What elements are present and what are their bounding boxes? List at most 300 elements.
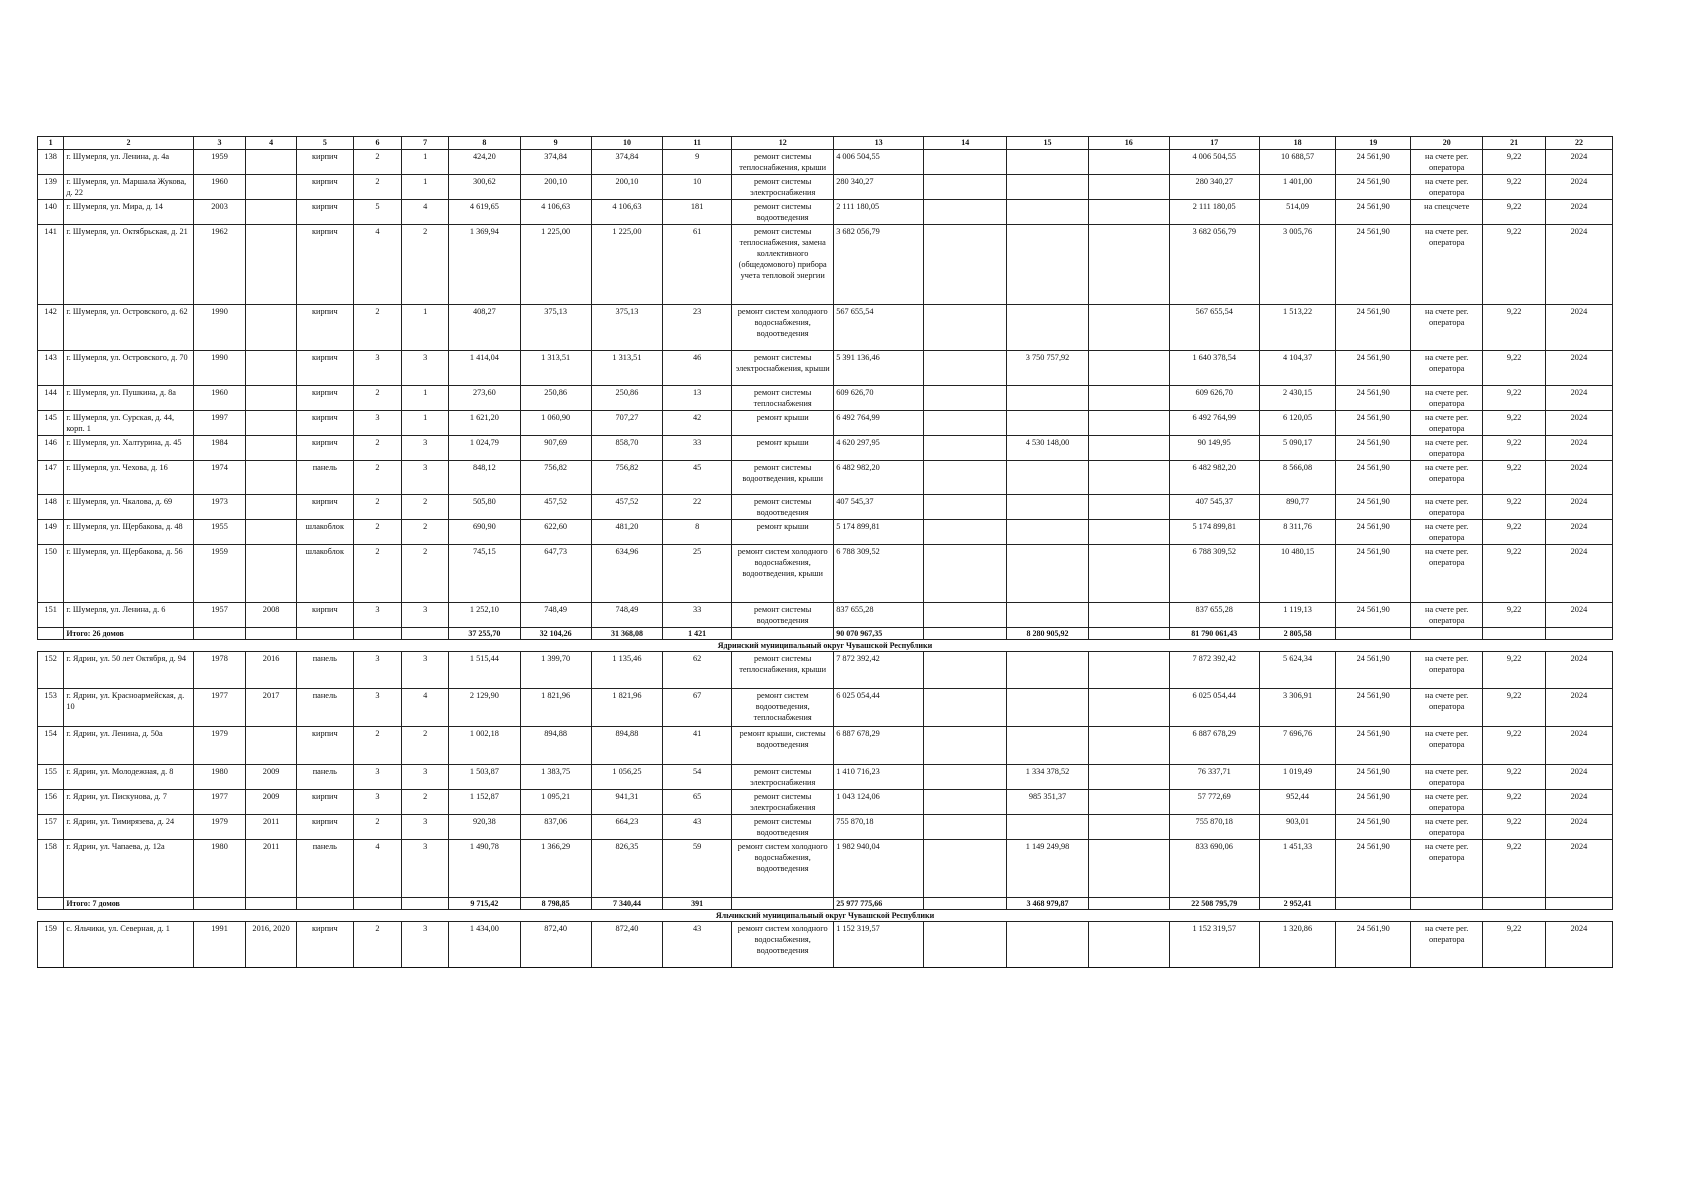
cell-material: кирпич (296, 411, 353, 436)
cell-area-res-owned: 634,96 (591, 545, 662, 603)
cell-tariff: 9,22 (1483, 305, 1546, 351)
cell-c15 (1007, 225, 1088, 305)
cell-c15: 1 334 378,52 (1007, 765, 1088, 790)
total-cell-empty (732, 898, 834, 910)
total-cell-empty (246, 898, 296, 910)
column-number-17: 17 (1169, 137, 1259, 150)
cell-area-res: 250,86 (520, 386, 591, 411)
table-row (38, 386, 1613, 411)
cell-no: 158 (38, 840, 64, 898)
cell-no: 144 (38, 386, 64, 411)
cell-c14 (924, 545, 1007, 603)
cell-entrances: 1 (402, 411, 449, 436)
cell-deadline: 2024 (1545, 652, 1612, 689)
cell-cost-total: 609 626,70 (834, 386, 924, 411)
cell-tariff: 9,22 (1483, 603, 1546, 628)
column-number-22: 22 (1545, 137, 1612, 150)
cell-floors: 2 (353, 520, 401, 545)
total-cell-empty (1545, 898, 1612, 910)
cell-deadline: 2024 (1545, 495, 1612, 520)
cell-c15 (1007, 727, 1088, 765)
table-row (38, 603, 1613, 628)
cell-entrances: 1 (402, 305, 449, 351)
cell-year: 1973 (193, 495, 246, 520)
cell-area-res-owned: 375,13 (591, 305, 662, 351)
cell-no: 159 (38, 922, 64, 968)
total-label: Итого: 7 домов (64, 898, 193, 910)
cell-year-repair: 2017 (246, 689, 296, 727)
cell-address: г. Шумерля, ул. Маршала Жукова, д. 22 (64, 175, 193, 200)
cell-c14 (924, 150, 1007, 175)
cell-unit-cost: 952,44 (1259, 790, 1336, 815)
table-row (38, 200, 1613, 225)
cell-c14 (924, 386, 1007, 411)
cell-c14 (924, 520, 1007, 545)
cell-year: 2003 (193, 200, 246, 225)
cell-address: г. Шумерля, ул. Сурская, д. 44, корп. 1 (64, 411, 193, 436)
cell-tariff: 9,22 (1483, 436, 1546, 461)
cell-deadline: 2024 (1545, 603, 1612, 628)
cell-floors: 2 (353, 436, 401, 461)
cell-year: 1980 (193, 765, 246, 790)
cell-area-total: 408,27 (449, 305, 520, 351)
cell-unit-cost: 4 104,37 (1259, 351, 1336, 386)
cell-area-total: 4 619,65 (449, 200, 520, 225)
cell-area-res: 200,10 (520, 175, 591, 200)
cell-unit-limit: 24 561,90 (1336, 386, 1411, 411)
cell-residents: 65 (663, 790, 732, 815)
cell-year: 1955 (193, 520, 246, 545)
cell-unit-cost: 1 320,86 (1259, 922, 1336, 968)
cell-entrances: 2 (402, 727, 449, 765)
cell-c17: 57 772,69 (1169, 790, 1259, 815)
cell-entrances: 3 (402, 765, 449, 790)
cell-area-total: 1 434,00 (449, 922, 520, 968)
cell-c16 (1088, 351, 1169, 386)
cell-area-total: 1 252,10 (449, 603, 520, 628)
cell-deadline: 2024 (1545, 200, 1612, 225)
cell-year: 1990 (193, 351, 246, 386)
total-cell-empty (1483, 628, 1546, 640)
cell-entrances: 3 (402, 840, 449, 898)
total-area-total: 37 255,70 (449, 628, 520, 640)
cell-residents: 8 (663, 520, 732, 545)
cell-area-res: 374,84 (520, 150, 591, 175)
cell-residents: 23 (663, 305, 732, 351)
cell-works: ремонт систем водоотведения, теплоснабжения (732, 689, 834, 727)
cell-entrances: 4 (402, 689, 449, 727)
cell-cost-total: 280 340,27 (834, 175, 924, 200)
cell-area-res: 622,60 (520, 520, 591, 545)
cell-c15 (1007, 175, 1088, 200)
cell-unit-limit: 24 561,90 (1336, 520, 1411, 545)
cell-fund: на счете рег. оператора (1411, 225, 1483, 305)
section-header-row (38, 910, 1613, 922)
cell-c16 (1088, 150, 1169, 175)
cell-c16 (1088, 520, 1169, 545)
cell-cost-total: 5 174 899,81 (834, 520, 924, 545)
cell-cost-total: 1 982 940,04 (834, 840, 924, 898)
cell-area-total: 690,90 (449, 520, 520, 545)
cell-area-res: 4 106,63 (520, 200, 591, 225)
cell-deadline: 2024 (1545, 411, 1612, 436)
cell-tariff: 9,22 (1483, 790, 1546, 815)
column-number-15: 15 (1007, 137, 1088, 150)
cell-fund: на счете рег. оператора (1411, 840, 1483, 898)
cell-c16 (1088, 461, 1169, 495)
cell-unit-cost: 3 005,76 (1259, 225, 1336, 305)
cell-year: 1990 (193, 305, 246, 351)
cell-address: г. Шумерля, ул. Чкалова, д. 69 (64, 495, 193, 520)
cell-year: 1959 (193, 545, 246, 603)
total-cell-empty (296, 898, 353, 910)
total-cell-empty (353, 898, 401, 910)
cell-c14 (924, 411, 1007, 436)
total-c17: 22 508 795,79 (1169, 898, 1259, 910)
cell-deadline: 2024 (1545, 175, 1612, 200)
cell-tariff: 9,22 (1483, 765, 1546, 790)
cell-unit-limit: 24 561,90 (1336, 436, 1411, 461)
cell-area-res-owned: 1 225,00 (591, 225, 662, 305)
cell-area-total: 1 515,44 (449, 652, 520, 689)
cell-year-repair: 2009 (246, 790, 296, 815)
cell-area-total: 273,60 (449, 386, 520, 411)
cell-address: г. Шумерля, ул. Пушкина, д. 8а (64, 386, 193, 411)
cell-unit-cost: 10 480,15 (1259, 545, 1336, 603)
cell-fund: на счете рег. оператора (1411, 411, 1483, 436)
cell-area-res-owned: 664,23 (591, 815, 662, 840)
cell-cost-total: 567 655,54 (834, 305, 924, 351)
cell-material: кирпич (296, 200, 353, 225)
cell-works: ремонт системы электроснабжения (732, 765, 834, 790)
cell-entrances: 2 (402, 520, 449, 545)
cell-c16 (1088, 790, 1169, 815)
cell-c14 (924, 840, 1007, 898)
cell-fund: на счете рег. оператора (1411, 765, 1483, 790)
cell-floors: 3 (353, 411, 401, 436)
cell-c17: 2 111 180,05 (1169, 200, 1259, 225)
cell-tariff: 9,22 (1483, 840, 1546, 898)
total-cell-empty (38, 898, 64, 910)
cell-tariff: 9,22 (1483, 922, 1546, 968)
table-row (38, 411, 1613, 436)
cell-residents: 33 (663, 603, 732, 628)
total-area-res: 8 798,85 (520, 898, 591, 910)
cell-unit-cost: 890,77 (1259, 495, 1336, 520)
cell-c14 (924, 351, 1007, 386)
cell-year: 1997 (193, 411, 246, 436)
cell-unit-limit: 24 561,90 (1336, 150, 1411, 175)
cell-no: 142 (38, 305, 64, 351)
cell-no: 156 (38, 790, 64, 815)
total-cell-empty (193, 898, 246, 910)
cell-tariff: 9,22 (1483, 411, 1546, 436)
cell-tariff: 9,22 (1483, 351, 1546, 386)
cell-cost-total: 2 111 180,05 (834, 200, 924, 225)
cell-fund: на счете рег. оператора (1411, 790, 1483, 815)
cell-no: 155 (38, 765, 64, 790)
cell-c16 (1088, 840, 1169, 898)
cell-c16 (1088, 815, 1169, 840)
table-row (38, 351, 1613, 386)
cell-works: ремонт системы теплоснабжения, замена коллективного (общедомового) прибора учета тепловой энергии (732, 225, 834, 305)
cell-works: ремонт системы электроснабжения (732, 175, 834, 200)
cell-address: г. Шумерля, ул. Щербакова, д. 48 (64, 520, 193, 545)
cell-c17: 6 492 764,99 (1169, 411, 1259, 436)
cell-floors: 2 (353, 305, 401, 351)
cell-residents: 62 (663, 652, 732, 689)
cell-floors: 3 (353, 689, 401, 727)
cell-material: кирпич (296, 305, 353, 351)
total-c15: 3 468 979,87 (1007, 898, 1088, 910)
total-residents: 1 421 (663, 628, 732, 640)
cell-fund: на счете рег. оператора (1411, 689, 1483, 727)
cell-no: 143 (38, 351, 64, 386)
cell-entrances: 3 (402, 603, 449, 628)
cell-residents: 25 (663, 545, 732, 603)
cell-fund: на счете рег. оператора (1411, 351, 1483, 386)
cell-area-res-owned: 872,40 (591, 922, 662, 968)
cell-c15 (1007, 545, 1088, 603)
cell-cost-total: 3 682 056,79 (834, 225, 924, 305)
column-number-21: 21 (1483, 137, 1546, 150)
cell-deadline: 2024 (1545, 790, 1612, 815)
cell-works: ремонт систем холодного водоснабжения, водоотведения (732, 840, 834, 898)
cell-c14 (924, 436, 1007, 461)
cell-cost-total: 1 152 319,57 (834, 922, 924, 968)
cell-material: панель (296, 461, 353, 495)
cell-floors: 2 (353, 461, 401, 495)
cell-area-res-owned: 1 135,46 (591, 652, 662, 689)
cell-address: г. Ядрин, ул. Красноармейская, д. 10 (64, 689, 193, 727)
cell-unit-limit: 24 561,90 (1336, 689, 1411, 727)
cell-floors: 3 (353, 790, 401, 815)
cell-unit-cost: 514,09 (1259, 200, 1336, 225)
cell-year-repair (246, 520, 296, 545)
cell-area-total: 300,62 (449, 175, 520, 200)
cell-deadline: 2024 (1545, 436, 1612, 461)
cell-area-total: 848,12 (449, 461, 520, 495)
cell-c15 (1007, 603, 1088, 628)
total-cell-empty (193, 628, 246, 640)
cell-deadline: 2024 (1545, 689, 1612, 727)
cell-area-res: 1 366,29 (520, 840, 591, 898)
cell-year-repair (246, 200, 296, 225)
cell-floors: 2 (353, 922, 401, 968)
column-number-14: 14 (924, 137, 1007, 150)
column-number-2: 2 (64, 137, 193, 150)
cell-residents: 22 (663, 495, 732, 520)
cell-cost-total: 6 482 982,20 (834, 461, 924, 495)
cell-deadline: 2024 (1545, 386, 1612, 411)
cell-c14 (924, 305, 1007, 351)
cell-year: 1979 (193, 727, 246, 765)
cell-no: 147 (38, 461, 64, 495)
cell-tariff: 9,22 (1483, 200, 1546, 225)
cell-c16 (1088, 386, 1169, 411)
cell-material: кирпич (296, 436, 353, 461)
cell-material: шлакоблок (296, 545, 353, 603)
cell-year-repair (246, 351, 296, 386)
cell-entrances: 2 (402, 545, 449, 603)
cell-c16 (1088, 689, 1169, 727)
cell-residents: 10 (663, 175, 732, 200)
cell-deadline: 2024 (1545, 305, 1612, 351)
cell-tariff: 9,22 (1483, 150, 1546, 175)
column-number-10: 10 (591, 137, 662, 150)
total-cell-empty (1336, 628, 1411, 640)
cell-c17: 6 025 054,44 (1169, 689, 1259, 727)
cell-deadline: 2024 (1545, 520, 1612, 545)
cell-residents: 45 (663, 461, 732, 495)
cell-c15 (1007, 689, 1088, 727)
cell-floors: 2 (353, 727, 401, 765)
capital-repair-table (37, 136, 1613, 968)
table-row (38, 436, 1613, 461)
cell-c16 (1088, 175, 1169, 200)
cell-entrances: 1 (402, 386, 449, 411)
cell-unit-limit: 24 561,90 (1336, 840, 1411, 898)
cell-unit-cost: 5 624,34 (1259, 652, 1336, 689)
cell-c14 (924, 815, 1007, 840)
cell-material: панель (296, 652, 353, 689)
total-residents: 391 (663, 898, 732, 910)
cell-area-total: 424,20 (449, 150, 520, 175)
total-cell-empty (246, 628, 296, 640)
cell-no: 146 (38, 436, 64, 461)
cell-entrances: 2 (402, 495, 449, 520)
cell-unit-cost: 6 120,05 (1259, 411, 1336, 436)
cell-area-res: 1 383,75 (520, 765, 591, 790)
cell-floors: 2 (353, 495, 401, 520)
cell-c14 (924, 790, 1007, 815)
cell-c17: 76 337,71 (1169, 765, 1259, 790)
cell-entrances: 2 (402, 225, 449, 305)
cell-c17: 609 626,70 (1169, 386, 1259, 411)
cell-year-repair (246, 225, 296, 305)
cell-unit-limit: 24 561,90 (1336, 175, 1411, 200)
cell-year-repair (246, 411, 296, 436)
column-number-11: 11 (663, 137, 732, 150)
cell-no: 139 (38, 175, 64, 200)
cell-area-res: 748,49 (520, 603, 591, 628)
cell-unit-cost: 2 430,15 (1259, 386, 1336, 411)
total-cell-empty (1088, 628, 1169, 640)
cell-address: с. Яльчики, ул. Северная, д. 1 (64, 922, 193, 968)
cell-year: 1957 (193, 603, 246, 628)
cell-year-repair: 2008 (246, 603, 296, 628)
cell-c15 (1007, 922, 1088, 968)
cell-c15 (1007, 305, 1088, 351)
cell-area-res-owned: 250,86 (591, 386, 662, 411)
cell-c14 (924, 922, 1007, 968)
cell-works: ремонт крыши (732, 411, 834, 436)
cell-area-total: 920,38 (449, 815, 520, 840)
cell-year: 1960 (193, 175, 246, 200)
cell-no: 148 (38, 495, 64, 520)
total-cost-total: 90 070 967,35 (834, 628, 924, 640)
cell-deadline: 2024 (1545, 765, 1612, 790)
cell-area-res: 1 399,70 (520, 652, 591, 689)
cell-c15: 985 351,37 (1007, 790, 1088, 815)
cell-year-repair (246, 545, 296, 603)
cell-c14 (924, 461, 1007, 495)
cell-year: 1960 (193, 386, 246, 411)
cell-area-res-owned: 374,84 (591, 150, 662, 175)
cell-year-repair: 2011 (246, 815, 296, 840)
cell-floors: 4 (353, 840, 401, 898)
cell-fund: на счете рег. оператора (1411, 652, 1483, 689)
cell-year-repair: 2011 (246, 840, 296, 898)
cell-entrances: 3 (402, 461, 449, 495)
cell-unit-limit: 24 561,90 (1336, 461, 1411, 495)
total-row (38, 628, 1613, 640)
cell-c15 (1007, 386, 1088, 411)
total-cell-empty (1088, 898, 1169, 910)
total-cell-empty (353, 628, 401, 640)
cell-area-res-owned: 4 106,63 (591, 200, 662, 225)
table-row (38, 175, 1613, 200)
cell-material: кирпич (296, 603, 353, 628)
cell-no: 152 (38, 652, 64, 689)
cell-deadline: 2024 (1545, 461, 1612, 495)
total-c17: 81 790 061,43 (1169, 628, 1259, 640)
cell-unit-cost: 5 090,17 (1259, 436, 1336, 461)
cell-cost-total: 6 025 054,44 (834, 689, 924, 727)
table-row (38, 922, 1613, 968)
cell-area-res: 1 225,00 (520, 225, 591, 305)
cell-fund: на спецсчете (1411, 200, 1483, 225)
cell-entrances: 3 (402, 436, 449, 461)
table-row (38, 461, 1613, 495)
cell-area-res-owned: 707,27 (591, 411, 662, 436)
cell-area-res-owned: 1 313,51 (591, 351, 662, 386)
cell-year: 1974 (193, 461, 246, 495)
cell-area-res: 1 821,96 (520, 689, 591, 727)
cell-residents: 54 (663, 765, 732, 790)
cell-unit-cost: 1 401,00 (1259, 175, 1336, 200)
cell-tariff: 9,22 (1483, 386, 1546, 411)
cell-cost-total: 6 788 309,52 (834, 545, 924, 603)
cell-residents: 59 (663, 840, 732, 898)
section-header-row (38, 640, 1613, 652)
cell-c15 (1007, 495, 1088, 520)
cell-address: г. Шумерля, ул. Ленина, д. 6 (64, 603, 193, 628)
cell-area-total: 1 621,20 (449, 411, 520, 436)
cell-material: кирпич (296, 727, 353, 765)
column-number-row (38, 137, 1613, 150)
cell-area-res: 907,69 (520, 436, 591, 461)
cell-year: 1977 (193, 790, 246, 815)
cell-unit-limit: 24 561,90 (1336, 727, 1411, 765)
cell-cost-total: 1 043 124,06 (834, 790, 924, 815)
cell-year-repair (246, 386, 296, 411)
repair-plan-table (37, 136, 1613, 968)
cell-works: ремонт системы теплоснабжения, крыши (732, 150, 834, 175)
total-cost-total: 25 977 775,66 (834, 898, 924, 910)
cell-residents: 13 (663, 386, 732, 411)
cell-area-res-owned: 1 821,96 (591, 689, 662, 727)
cell-floors: 3 (353, 603, 401, 628)
cell-deadline: 2024 (1545, 922, 1612, 968)
cell-cost-total: 4 620 297,95 (834, 436, 924, 461)
cell-year: 1978 (193, 652, 246, 689)
cell-fund: на счете рег. оператора (1411, 603, 1483, 628)
cell-cost-total: 407 545,37 (834, 495, 924, 520)
cell-material: кирпич (296, 790, 353, 815)
cell-material: кирпич (296, 386, 353, 411)
cell-year-repair (246, 305, 296, 351)
